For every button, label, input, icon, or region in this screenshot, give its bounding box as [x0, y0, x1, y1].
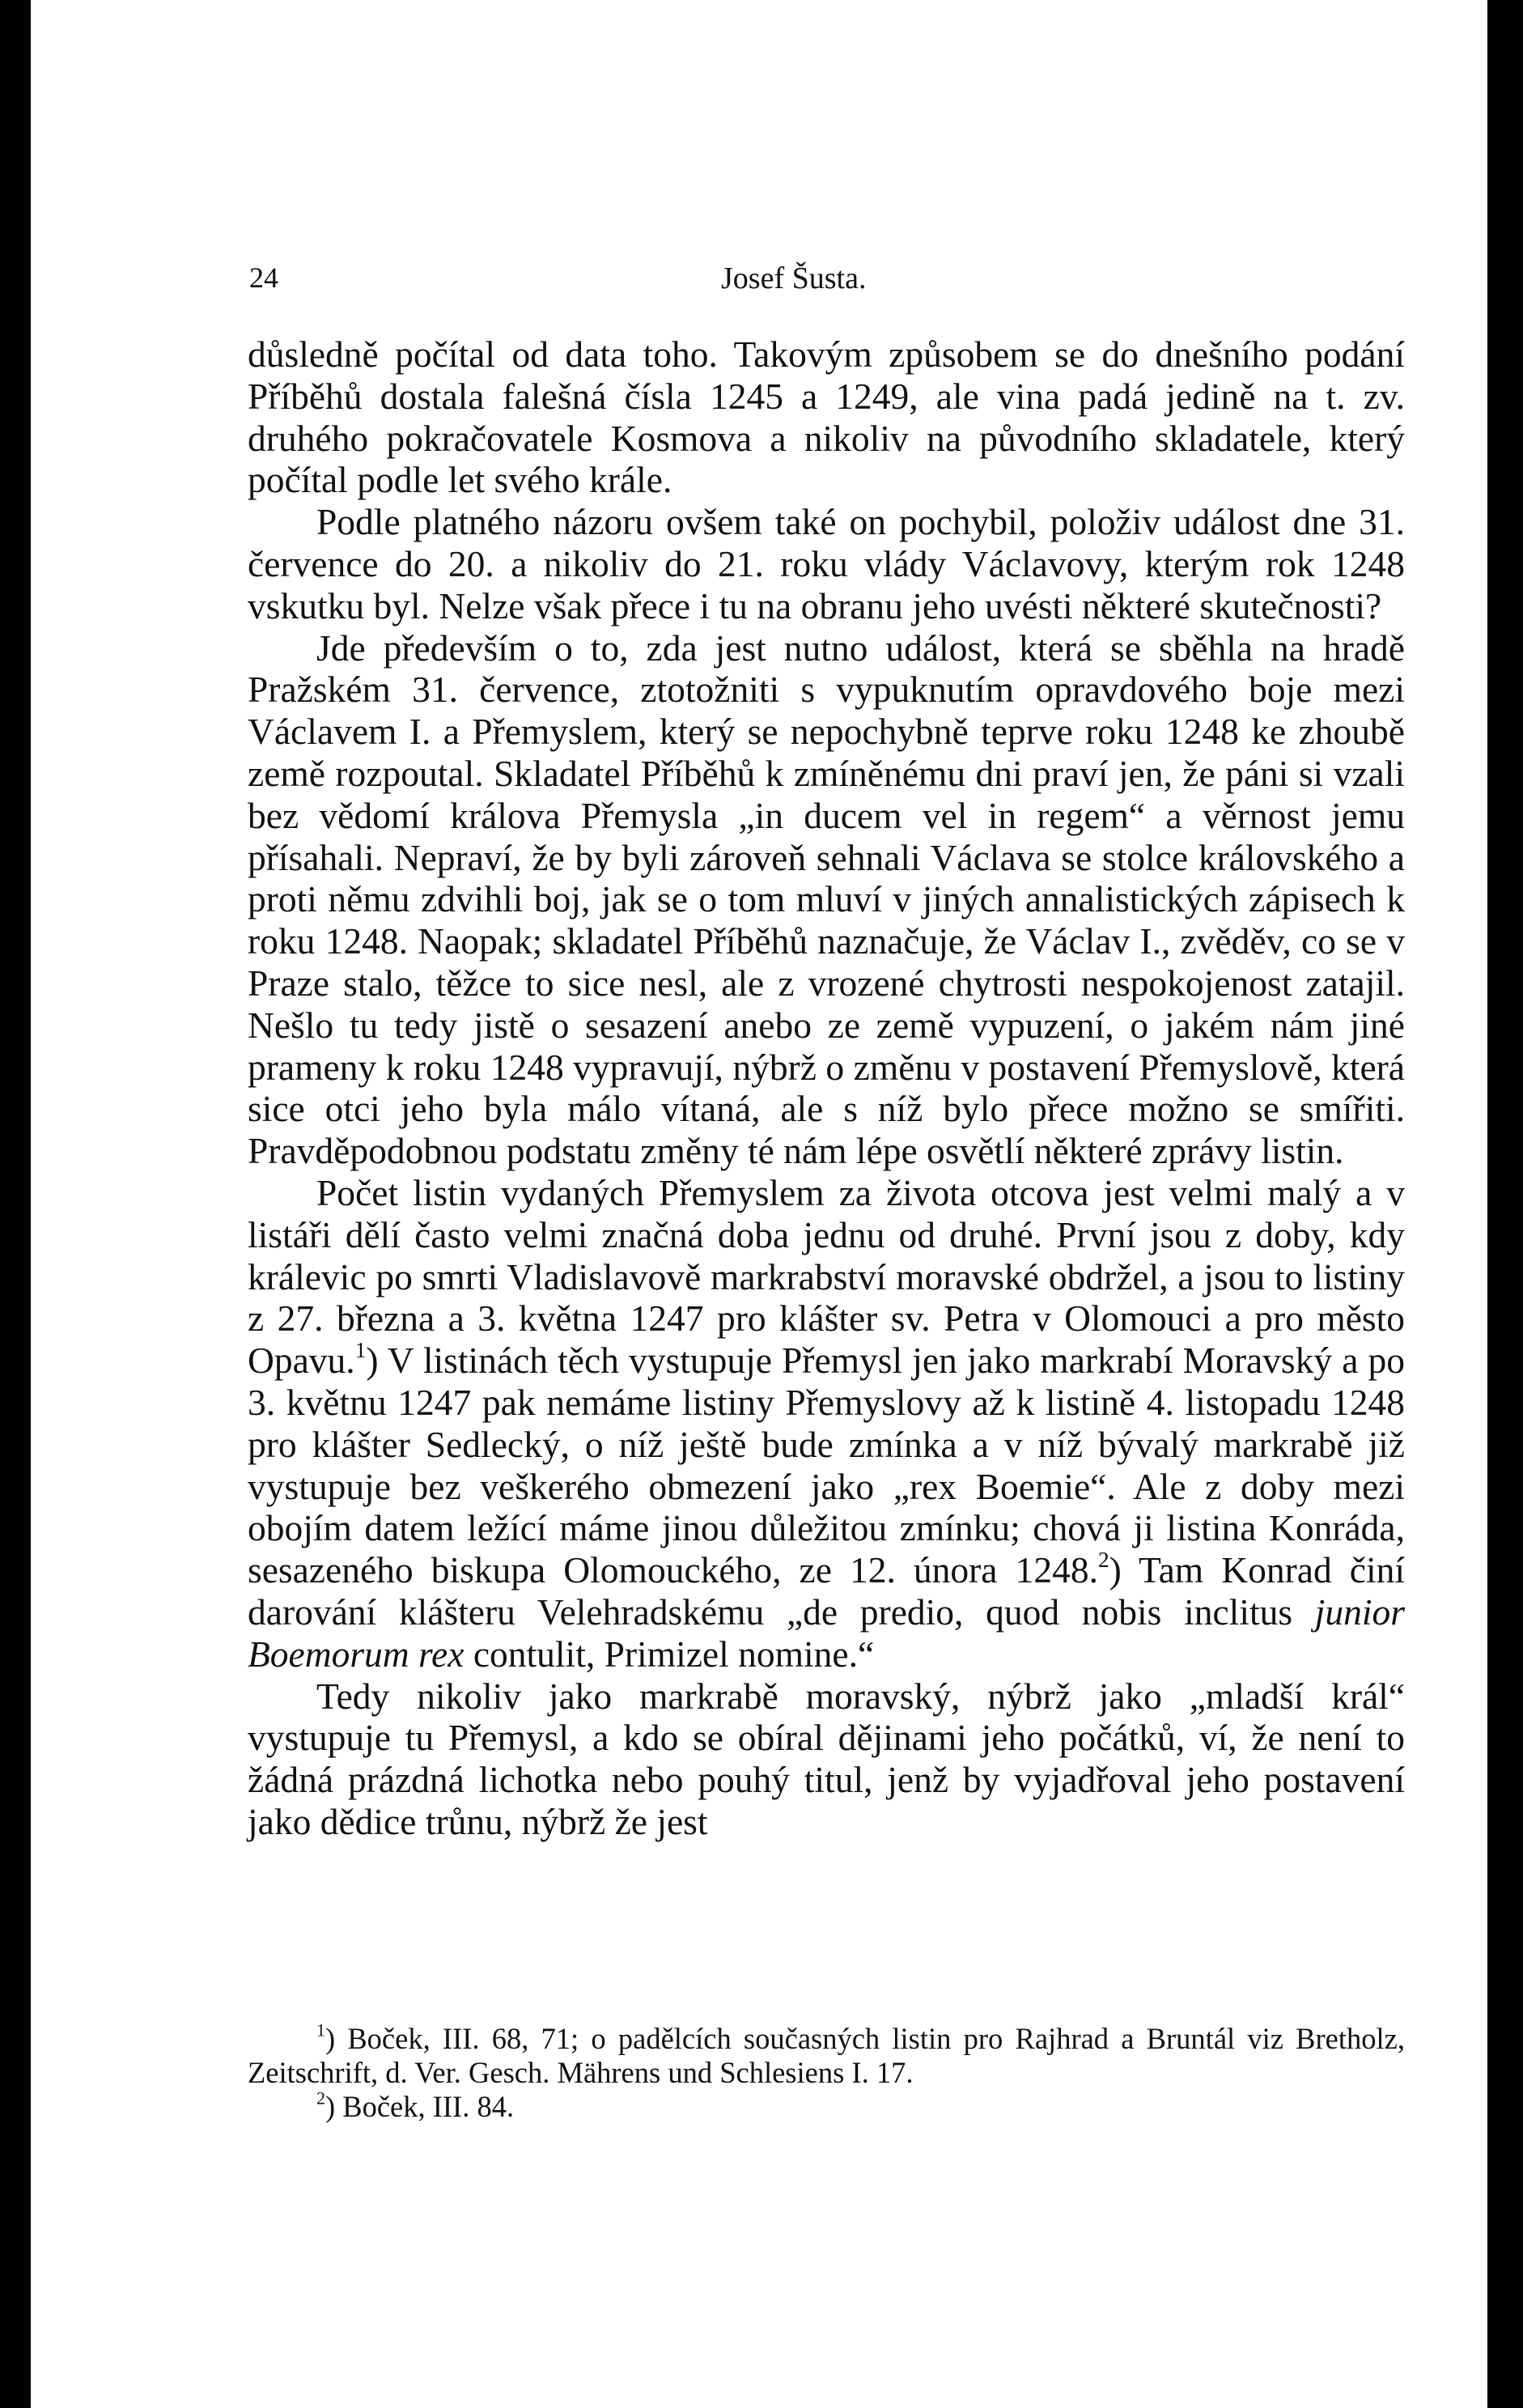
- paragraph-2: Podle platného názoru ovšem také on pochybil, položiv událost dne 31. července do 20. a nikoliv do 21. roku vlády Václavovy, kterým rok 1248 vskutku byl. Nelze však přece i tu na obranu jeho uvésti některé skutečnosti?: [248, 501, 1405, 626]
- paragraph-4-text: contulit, Primizel nomine.“: [464, 1633, 875, 1675]
- body-text: [248, 333, 1405, 1843]
- paragraph-5: Tedy nikoliv jako markrabě moravský, nýbrž jako „mladší král“ vystupuje tu Přemysl, a kdo se obíral dějinami jeho počátků, ví, že není to žádná prázdná lichotka nebo pouhý titul, jenž by vyjadřoval jeho postavení jako dědice trůnu, nýbrž že jest: [248, 1675, 1405, 1842]
- footnote-2: [248, 2087, 1405, 2124]
- footnote-ref-1: 1: [354, 1338, 367, 1363]
- footnote-marker: 2: [316, 2087, 325, 2109]
- footnote-text: ) Boček, III. 84.: [325, 2090, 515, 2123]
- footnote-marker: 1: [316, 2019, 325, 2041]
- footnote-text: ) Boček, III. 68, 71; o padělcích současných listin pro Rajhrad a Bruntál viz Bretholz, Zeitschrift, d. Ver. Gesch. Mährens und Schlesiens I. 17.: [248, 2022, 1405, 2089]
- paragraph-4: [248, 1172, 1405, 1675]
- italic-quote: junior Boemorum rex: [248, 1590, 1405, 1675]
- footnotes: [248, 2019, 1405, 2124]
- book-page: [31, 0, 1487, 2408]
- paragraph-1: důsledně počítal od data toho. Takovým způsobem se do dnešního podání Příběhů dostala falešná čísla 1245 a 1249, ale vina padá jedině na t. zv. druhého pokračovatele Kosmova a nikoliv na původního skladatele, který počítal podle let svého krále.: [248, 333, 1405, 501]
- paragraph-3: Jde především o to, zda jest nutno událost, která se sběhla na hradě Pražském 31. července, ztotožniti s vypuknutím opravdového boje mezi Václavem I. a Přemyslem, který se nepochybně teprve roku 1248 ke zhoubě země rozpoutal. Skladatel Příběhů k zmíněnému dni praví jen, že páni si vzali bez vědomí králova Přemysla „in ducem vel in regem“ a věrnost jemu přísahali. Nepraví, že by byli zároveň sehnali Václava se stolce královského a proti němu zdvihli boj, jak se o tom mluví v jiných annalistických zápisech k roku 1248. Naopak; skladatel Příběhů naznačuje, že Václav I., zvěděv, co se v Praze stalo, těžce to sice nesl, ale z vrozené chytrosti nespokojenost zatajil. Nešlo tu tedy jistě o sesazení anebo ze země vypuzení, o jakém nám jiné prameny k roku 1248 vypravují, nýbrž o změnu v postavení Přemyslově, která sice otci jeho byla málo vítaná, ale s níž bylo přece možno se smířiti. Pravděpodobnou podstatu změny té nám lépe osvětlí některé zprávy listin.: [248, 626, 1405, 1172]
- running-title: Josef Šusta.: [721, 261, 867, 295]
- page-number: 24: [249, 261, 278, 294]
- footnote-ref-2: 2: [1097, 1548, 1109, 1572]
- footnote-1: [248, 2019, 1405, 2090]
- page-header: [240, 261, 1405, 306]
- paragraph-4-text: ) V listinách těch vystupuje Přemysl jen jako markrabí Moravský a po 3. květnu 1247 pak nemáme listiny Přemyslovy až k listině 4. listopadu 1248 pro klášter Sedlecký, o níž ještě bude zmínka a v níž bývalý markrabě již vystupuje bez veškerého obmezení jako „rex Boemie“. Ale z doby mezi obojím datem ležící máme jinou důležitou zmínku; chová ji listina Konráda, sesazeného biskupa Olomouckého, ze 12. února 1248.: [248, 1340, 1405, 1591]
- paragraph-4-text: ) Tam Konrad činí darování klášteru Velehradskému „de predio, quod nobis inclitus: [248, 1549, 1406, 1633]
- paragraph-4-text: Počet listin vydaných Přemyslem za života otcova jest velmi malý a v listáři dělí často velmi značná doba jednu od druhé. První jsou z doby, kdy králevic po smrti Vladislavově markrabství moravské obdržel, a jsou to listiny z 27. března a 3. května 1247 pro klášter sv. Petra v Olomouci a pro město Opavu.: [248, 1171, 1405, 1382]
